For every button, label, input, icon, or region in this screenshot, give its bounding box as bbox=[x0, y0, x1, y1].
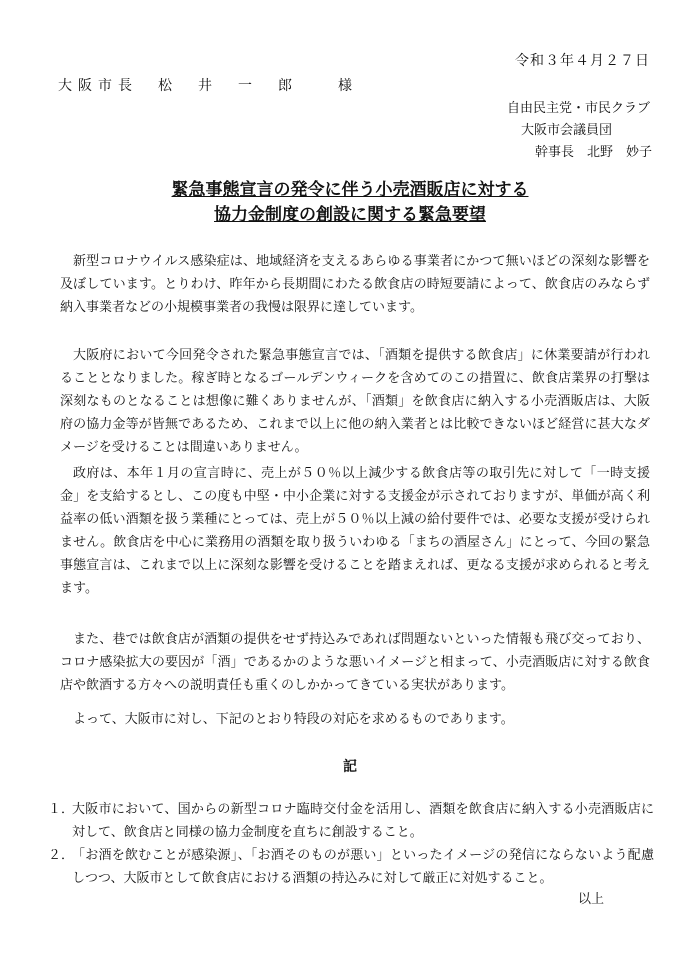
sender-block bbox=[507, 98, 652, 164]
paragraph-2: 大阪府において今回発令された緊急事態宣言では、「酒類を提供する飲食店」に休業要請が行われることとなりました。稼ぎ時となるゴールデンウィークを含めてのこの措置に、飲食店業界の打撃は深刻なものとなることは想像に難くありませんが、「酒類」を飲食店に納入する小売酒販店は、大阪府の協力金等が皆無であるため、これまで以上に他の納入業者とは比較できないほど経営に甚大なダメージを受けることは間違いありません。 bbox=[60, 348, 650, 455]
title-line-1: 緊急事態宣言の発令に伴う小売酒販店に対する bbox=[171, 180, 529, 200]
paragraph-1: 新型コロナウイルス感染症は、地域経済を支えるあらゆる事業者にかつて無いほどの深刻な影響を及ぼしています。とりわけ、昨年から長期間にわたる飲食店の時短要請によって、飲食店のみならず納入事業者などの小規模事業者の我慢は限界に達しています。 bbox=[60, 254, 650, 315]
title-line-2: 協力金制度の創設に関する緊急要望 bbox=[214, 205, 486, 225]
sender-party: 自由民主党・市民クラブ bbox=[506, 101, 650, 116]
closing-mark: 以上 bbox=[577, 892, 604, 907]
paragraph-5: よって、大阪市に対し、下記のとおり特段の対応を求めるものであります。 bbox=[73, 712, 514, 727]
item-text: 大阪市において、国からの新型コロナ臨時交付金を活用し、酒類を飲食店に納入する小売酒販店に対して、飲食店と同様の協力金制度を直ちに創設すること。 bbox=[72, 802, 654, 840]
item-number: ２． bbox=[48, 848, 75, 863]
list-item bbox=[48, 844, 654, 890]
sender-representative: 幹事長 北野 妙子 bbox=[534, 145, 652, 160]
list-item bbox=[48, 798, 654, 844]
addressee: 大阪市長 松 井 一 郎 様 bbox=[58, 78, 358, 94]
ki-heading: 記 bbox=[343, 759, 357, 775]
request-list bbox=[48, 798, 654, 890]
item-text: 「お酒を飲むことが感染源」、「お酒そのものが悪い」といったイメージの発信にならないよう配慮しつつ、大阪市として飲食店における酒類の持込みに対して厳正に対処すること。 bbox=[72, 848, 654, 886]
sender-group: 大阪市会議員団 bbox=[520, 123, 612, 138]
paragraph-4: また、巷では飲食店が酒類の提供をせず持込みであれば問題ないといった情報も飛び交っており、コロナ感染拡大の要因が「酒」であるかのような悪いイメージと相まって、小売酒販店に対する飲食店や飲酒する方々への説明責任も重くのしかかってきている実状があります。 bbox=[60, 632, 650, 693]
document-title bbox=[0, 178, 700, 228]
item-number: １． bbox=[48, 802, 75, 817]
document-date: 令和３年４月２７日 bbox=[515, 53, 650, 69]
paragraph-3: 政府は、本年１月の宣言時に、売上が５０％以上減少する飲食店等の取引先に対して「一時支援金」を支給するとし、この度も中堅・中小企業に対する支援金が示されておりますが、単価が高く利益率の低い酒類を扱う業種にとっては、売上が５０％以上減の給付要件では、必要な支援が受けられません。飲食店を中心に業務用の酒類を取り扱ういわゆる「まちの酒屋さん」にとって、今回の緊急事態宣言は、これまで以上に深刻な影響を受けることを踏まえれば、更なる支援が求められると考えます。 bbox=[60, 466, 650, 596]
